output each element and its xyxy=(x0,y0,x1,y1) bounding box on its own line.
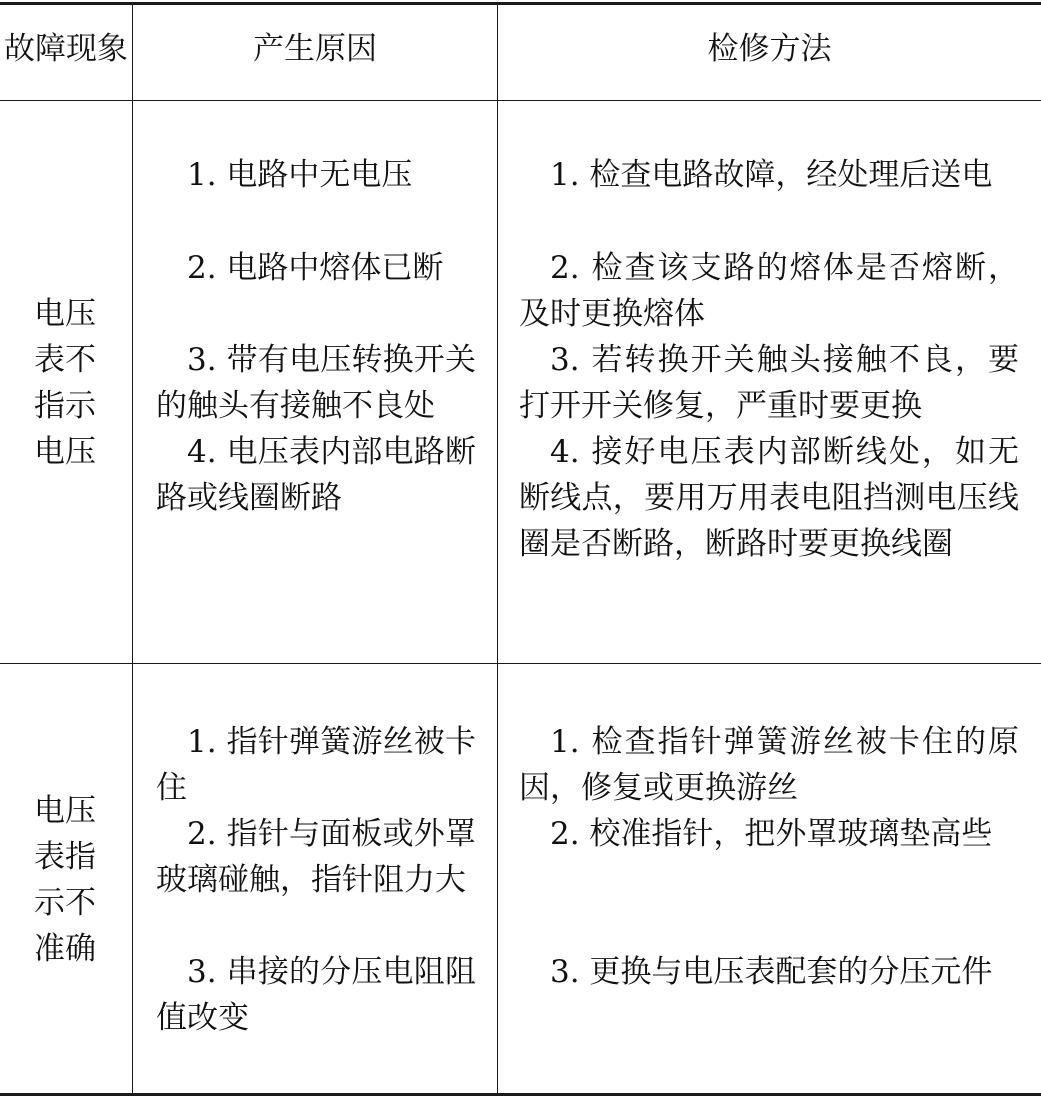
method-item: 2. 检查该支路的熔体是否熔断，及时更换熔体 xyxy=(519,250,1019,332)
table-top-rule xyxy=(0,2,1041,5)
header-cause xyxy=(133,26,497,72)
header-bottom-rule xyxy=(0,100,1041,101)
column-divider-1 xyxy=(132,4,133,1094)
cause-item: 2. 指针与面板或外罩玻璃碰触，指针阻力大 xyxy=(156,816,476,898)
cause-item: 2. 电路中熔体已断 xyxy=(187,250,444,286)
row2-method-1 xyxy=(519,719,1019,811)
method-item: 3. 若转换开关触头接触不良，要打开开关修复，严重时要更换 xyxy=(519,342,1019,424)
row2-method-2 xyxy=(519,811,1019,857)
header-method xyxy=(498,26,1041,72)
row1-method-2 xyxy=(519,245,1019,337)
row1-cause-1 xyxy=(156,152,476,198)
method-item: 2. 校准指针，把外罩玻璃垫高些 xyxy=(550,816,993,852)
column-divider-2 xyxy=(497,4,498,1094)
method-item: 3. 更换与电压表配套的分压元件 xyxy=(550,954,993,990)
row2-symptom xyxy=(34,788,104,972)
row1-symptom-line: 电压 xyxy=(34,296,96,332)
method-item: 1. 检查指针弹簧游丝被卡住的原因，修复或更换游丝 xyxy=(519,724,1019,806)
row1-cause-3 xyxy=(156,337,476,429)
header-cause-label: 产生原因 xyxy=(253,31,377,67)
cause-item: 3. 串接的分压电阻阻值改变 xyxy=(156,954,476,1036)
row1-symptom xyxy=(34,291,104,475)
row2-cause-2 xyxy=(156,811,476,903)
row2-symptom-line: 电压 xyxy=(34,793,96,829)
header-method-label: 检修方法 xyxy=(707,31,832,67)
cause-item: 3. 带有电压转换开关的触头有接触不良处 xyxy=(156,342,476,424)
cause-item: 4. 电压表内部电路断路或线圈断路 xyxy=(156,434,476,516)
method-item: 4. 接好电压表内部断线处，如无断线点，要用万用表电阻挡测电压线圈是否断路，断路时要更换线圈 xyxy=(519,434,1019,562)
row1-method-3 xyxy=(519,337,1019,429)
table-bottom-rule xyxy=(0,1093,1041,1096)
row2-symptom-line: 表指 xyxy=(34,839,96,875)
row1-symptom-line: 电压 xyxy=(34,434,96,470)
row1-cause-4 xyxy=(156,429,476,521)
header-symptom-label: 故障现象 xyxy=(4,31,128,67)
cause-item: 1. 指针弹簧游丝被卡住 xyxy=(156,724,476,806)
row1-cause-2 xyxy=(156,245,476,291)
row2-symptom-line: 示不 xyxy=(34,885,96,921)
row2-cause-3 xyxy=(156,949,476,1041)
row-divider-rule xyxy=(0,663,1041,664)
header-symptom xyxy=(0,26,132,72)
row1-symptom-line: 指示 xyxy=(34,388,96,424)
row1-method-1 xyxy=(519,152,1019,198)
row1-symptom-line: 表不 xyxy=(34,342,96,378)
cause-item: 1. 电路中无电压 xyxy=(187,157,413,193)
row2-method-3 xyxy=(519,949,1019,995)
row2-symptom-line: 准确 xyxy=(34,931,96,967)
method-item: 1. 检查电路故障，经处理后送电 xyxy=(550,157,993,193)
row2-cause-1 xyxy=(156,719,476,811)
row1-method-4 xyxy=(519,429,1019,567)
